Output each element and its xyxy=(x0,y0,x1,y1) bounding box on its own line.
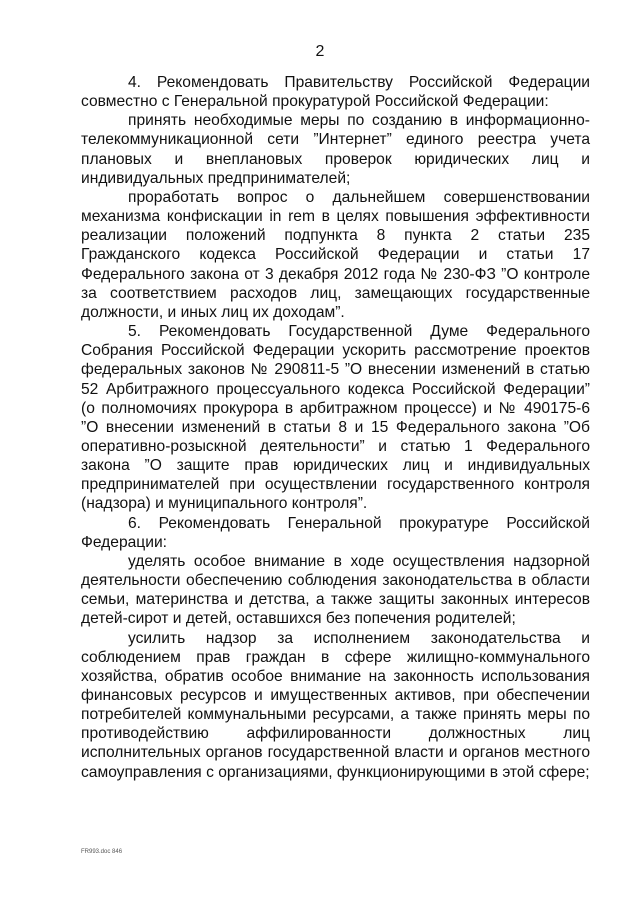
page-number: 2 xyxy=(315,43,325,60)
paragraph: принять необходимые меры по созданию в информационно-телекоммуникационной сети ”Интернет” единого реестра учета плановых и внеплановых проверок юридических лиц и индивидуальных предпринимателей; xyxy=(81,112,590,187)
paragraph: 5. Рекомендовать Государственной Думе Федерального Собрания Российской Федерации ускорить рассмотрение проектов федеральных законов № 290811-5 ”О внесении изменений в статью 52 Арбитражного процессуального кодекса Российской Федерации” (о полномочиях прокурора в арбитражном процессе) и № 490175-6 ”О внесении изменений в статьи 8 и 15 Федерального закона ”Об оперативно-розыскной деятельности” и статью 1 Федерального закона ”О защите прав юридических лиц и индивидуальных предпринимателей при осуществлении государственного контроля (надзора) и муниципального контроля”. xyxy=(81,323,590,513)
paragraph: усилить надзор за исполнением законодательства и соблюдением прав граждан в сфере жилищно-коммунального хозяйства, обратив особое внимание на законность использования финансовых ресурсов и имущественных активов, при обеспечении потребителей коммунальными ресурсами, а также принять меры по противодействию аффилированности должностных лиц исполнительных органов государственной власти и органов местного самоуправления с организациями, функционирующими в этой сфере; xyxy=(81,629,590,781)
paragraph: проработать вопрос о дальнейшем совершенствовании механизма конфискации in rem в целях повышения эффективности реализации положений подпункта 8 пункта 2 статьи 235 Гражданского кодекса Российской Федерации и статьи 17 Федерального закона от 3 декабря 2012 года № 230-ФЗ ”О контроле за соответствием расходов лиц, замещающих государственные должности, и иных лиц их доходам”. xyxy=(81,188,590,321)
paragraph: уделять особое внимание в ходе осуществления надзорной деятельности обеспечению соблюдения законодательства в области семьи, материнства и детства, а также защиты законных интересов детей-сирот и детей, оставшихся без попечения родителей; xyxy=(81,552,590,628)
document-body xyxy=(81,73,590,782)
paragraph: 4. Рекомендовать Правительству Российской Федерации совместно с Генеральной прокуратурой Российской Федерации: xyxy=(81,74,590,111)
footer-filename: FR993.doc 846 xyxy=(81,849,123,855)
paragraph: 6. Рекомендовать Генеральной прокуратуре Российской Федерации: xyxy=(81,514,590,551)
